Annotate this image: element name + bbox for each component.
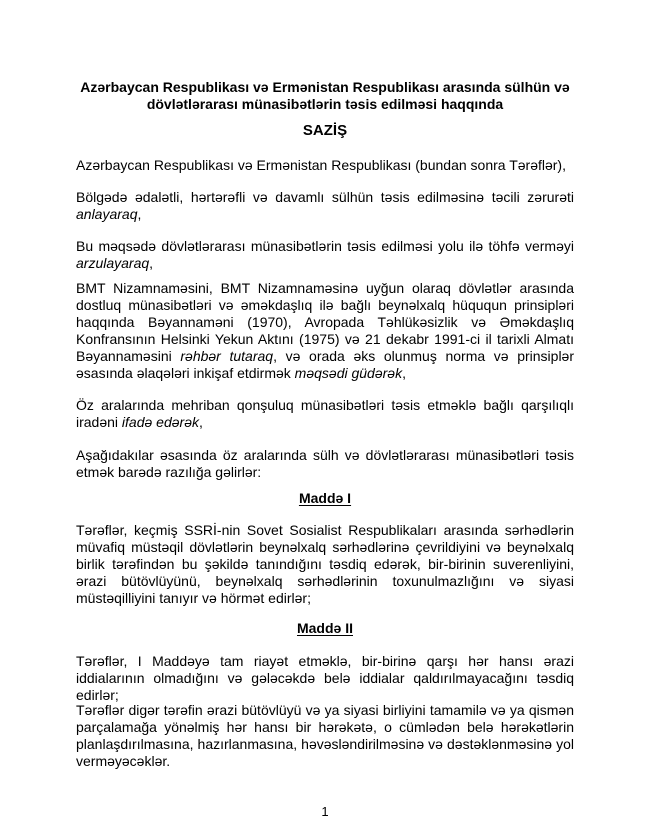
preamble-paragraph-agreement: Aşağıdakılar əsasında öz aralarında sülh və dövlətlərarası münasibətləri təsis etmək barədə razılığa gəlirlər: [76, 447, 574, 480]
preamble-paragraph-peace: Bölgədə ədalətli, hərtərəfli və davamlı sülhün təsis edilməsinə təcili zərurəti anlayaraq, [76, 189, 574, 222]
page-number: 1 [321, 804, 329, 819]
article-2-paragraph-2: Tərəflər digər tərəfin ərazi bütövlüyü və ya siyasi birliyini tamamilə və ya qismən parçalamağa yönəlmiş hər hansı bir hərəkətə, o cümlədən belə hərəkətlərin planlaşdırılmasına, hazırlanmasına, həvəsləndirilməsinə və dəstəklənməsinə yol verməyəcəklər. [76, 702, 574, 769]
article-1-paragraph-1: Tərəflər, keçmiş SSRİ-nin Sovet Sosialist Respublikaları arasında sərhədlərin müvafiq müstəqil dövlətlərin beynəlxalq sərhədlərinə çevrildiyini və beynəlxalq birlik tərəfindən bu şəkildə tanındığını təsdiq edərək, bir-birinin suverenliyini, ərazi bütövlüyünü, beynəlxalq sərhədlərinin toxunulmazlığını və siyasi müstəqilliyini tanıyır və hörmət edirlər; [76, 522, 574, 606]
article-1-heading: Maddə I [298, 490, 352, 506]
document-type-heading: SAZİŞ [302, 122, 348, 139]
title-line-1: Azərbaycan Respublikası və Ermənistan Respublikası arasında sülhün və [80, 79, 570, 95]
title-line-2: dövlətlərarası münasibətlərin təsis edilməsi haqqında [146, 96, 504, 112]
article-2-paragraph-1: Tərəflər, I Maddəyə tam riayət etməklə, bir-birinə qarşı hər hansı ərazi iddialarının olmadığını və gələcəkdə belə iddialar qaldırılmayacağını təsdiq edirlər; [76, 653, 574, 703]
preamble-paragraph-un-charter: BMT Nizamnaməsini, BMT Nizamnaməsinə uyğun olaraq dövlətlər arasında dostluq münasibətləri və əməkdaşlıq ilə bağlı beynəlxalq hüququn prinsipləri haqqında Bəyannaməni (1970), Avropada Təhlükəsizlik və Əməkdaşlıq Konfransının Helsinki Yekun Aktını (1975) və 21 dekabr 1991-ci il tarixli Almatı Bəyannaməsini rəhbər tutaraq, və orada əks olunmuş norma və prinsiplər əsasında əlaqələri inkişaf etdirmək məqsədi güdərək, [76, 280, 574, 381]
article-2-heading: Maddə II [296, 620, 353, 636]
preamble-paragraph-parties: Azərbaycan Respublikası və Ermənistan Respublikası (bundan sonra Tərəflər), [76, 157, 566, 173]
document-title [60, 79, 590, 113]
preamble-paragraph-contribution: Bu məqsədə dövlətlərarası münasibətlərin təsis edilməsi yolu ilə töhfə verməyi arzulayaraq, [76, 238, 574, 271]
preamble-paragraph-neighbourly: Öz aralarında mehriban qonşuluq münasibətləri təsis etməklə bağlı qarşılıqlı iradəni ifadə edərək, [76, 397, 574, 430]
